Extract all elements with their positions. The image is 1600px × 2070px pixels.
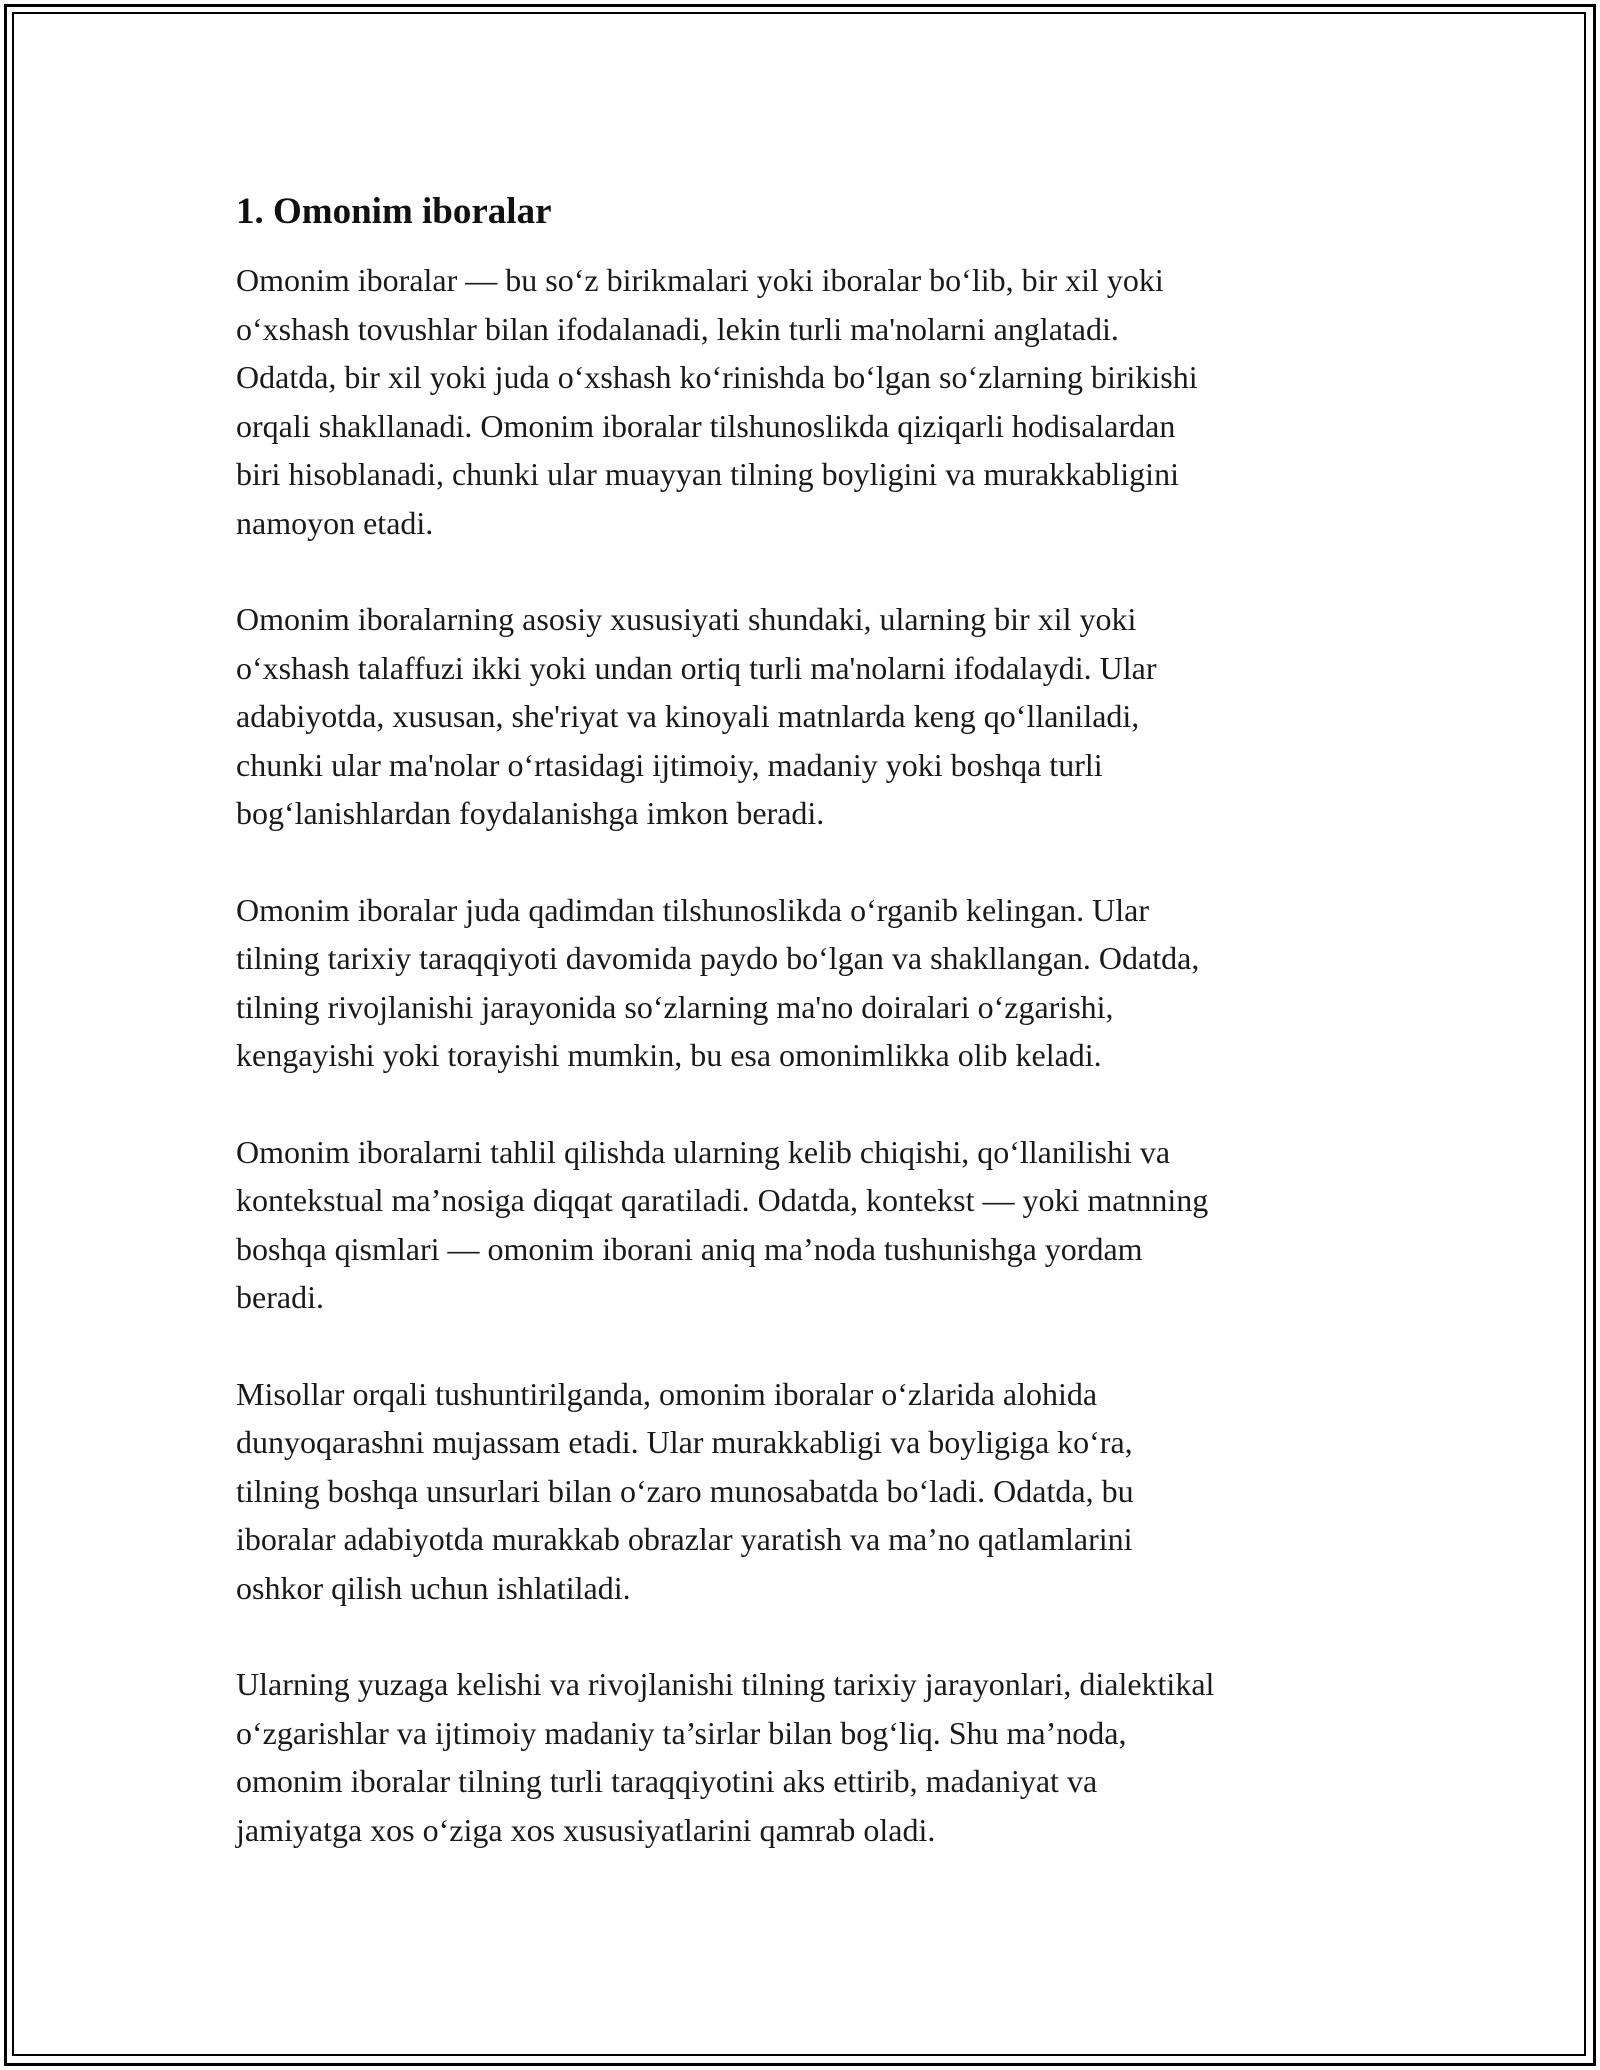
- paragraph-line: o‘xshash talaffuzi ikki yoki undan ortiq turli ma'nolarni ifodalaydi. Ular: [236, 649, 1157, 686]
- paragraph: [236, 595, 1376, 838]
- paragraph-line: o‘zgarishlar va ijtimoiy madaniy ta’sirlar bilan bog‘liq. Shu ma’noda,: [236, 1714, 1127, 1751]
- paragraph: [236, 1370, 1376, 1613]
- paragraph-line: orqali shakllanadi. Omonim iboralar tilshunoslikda qiziqarli hodisalardan: [236, 407, 1176, 444]
- paragraph-line: oshkor qilish uchun ishlatiladi.: [236, 1569, 631, 1606]
- paragraph-line: iboralar adabiyotda murakkab obrazlar yaratish va ma’no qatlamlarini: [236, 1521, 1133, 1557]
- paragraph-line: adabiyotda, xususan, she'riyat va kinoyali matnlarda keng qo‘llaniladi,: [236, 698, 1140, 734]
- paragraph-line: tilning rivojlanishi jarayonida so‘zlarning ma'no doiralari o‘zgarishi,: [236, 988, 1114, 1025]
- document-body: [236, 186, 1376, 1902]
- paragraph-line: kontekstual ma’nosiga diqqat qaratiladi. Odatda, kontekst — yoki matnning: [236, 1182, 1209, 1218]
- paragraph-line: tilning boshqa unsurlari bilan o‘zaro munosabatda bo‘ladi. Odatda, bu: [236, 1472, 1134, 1509]
- section-heading: 1. Omonim iboralar: [236, 191, 552, 232]
- paragraph-line: Omonim iboralarni tahlil qilishda ularning kelib chiqishi, qo‘llanilishi va: [236, 1133, 1171, 1170]
- paragraph-line: bog‘lanishlardan foydalanishga imkon beradi.: [236, 795, 825, 831]
- paragraph-line: Omonim iboralar juda qadimdan tilshunoslikda o‘rganib kelingan. Ular: [236, 891, 1149, 928]
- paragraph-line: kengayishi yoki torayishi mumkin, bu esa omonimlikka olib keladi.: [236, 1037, 1102, 1073]
- paragraph-line: beradi.: [236, 1279, 324, 1315]
- paragraph-line: boshqa qismlari — omonim iborani aniq ma’noda tushunishga yordam: [236, 1230, 1143, 1267]
- paragraph-line: o‘xshash tovushlar bilan ifodalanadi, lekin turli ma'nolarni anglatadi.: [236, 310, 1119, 347]
- paragraph-line: Omonim iboralar — bu so‘z birikmalari yoki iboralar bo‘lib, bir xil yoki: [236, 262, 1164, 298]
- paragraph-line: biri hisoblanadi, chunki ular muayyan tilning boyligini va murakkabligini: [236, 456, 1179, 492]
- paragraph-list: [236, 256, 1376, 1854]
- paragraph: [236, 1660, 1376, 1854]
- paragraph-line: Odatda, bir xil yoki juda o‘xshash ko‘rinishda bo‘lgan so‘zlarning birikishi: [236, 359, 1198, 395]
- paragraph-line: tilning tarixiy taraqqiyoti davomida paydo bo‘lgan va shakllangan. Odatda,: [236, 940, 1200, 976]
- paragraph-line: omonim iboralar tilning turli taraqqiyotini aks ettirib, madaniyat va: [236, 1763, 1098, 1799]
- paragraph-line: dunyoqarashni mujassam etadi. Ular murakkabligi va boyligiga ko‘ra,: [236, 1424, 1133, 1460]
- paragraph-line: jamiyatga xos o‘ziga xos xususiyatlarini qamrab oladi.: [236, 1811, 936, 1848]
- paragraph-line: Misollar orqali tushuntirilganda, omonim iboralar o‘zlarida alohida: [236, 1375, 1098, 1412]
- paragraph: [236, 1128, 1376, 1322]
- paragraph: [236, 886, 1376, 1080]
- paragraph-line: Ularning yuzaga kelishi va rivojlanishi tilning tarixiy jarayonlari, dialektikal: [236, 1666, 1215, 1702]
- paragraph-line: Omonim iboralarning asosiy xususiyati shundaki, ularning bir xil yoki: [236, 601, 1137, 637]
- paragraph: [236, 256, 1376, 547]
- paragraph-line: namoyon etadi.: [236, 504, 434, 541]
- paragraph-line: chunki ular ma'nolar o‘rtasidagi ijtimoiy, madaniy yoki boshqa turli: [236, 746, 1103, 783]
